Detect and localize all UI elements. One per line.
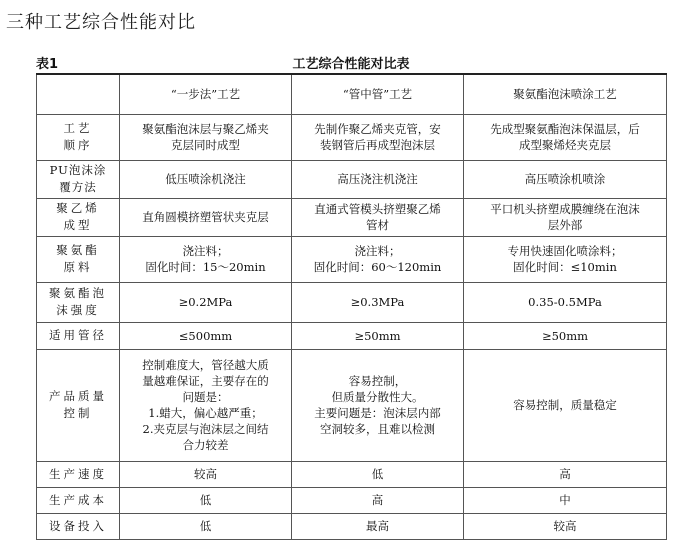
table-cell: 直通式管模头挤塑聚乙烯 管材 bbox=[292, 198, 464, 236]
table-label: 表1 bbox=[36, 57, 59, 72]
table-row bbox=[37, 349, 667, 461]
row-header-process-order: 工艺 顺序 bbox=[37, 114, 120, 160]
row-header-quality-control: 产品质量 控制 bbox=[37, 349, 120, 461]
table-row bbox=[37, 487, 667, 513]
table-row bbox=[37, 236, 667, 282]
table-cell: 先制作聚乙烯夹克管，安 装钢管后再成型泡沫层 bbox=[292, 114, 464, 160]
table-cell: 较高 bbox=[120, 461, 292, 487]
table-cell: 低 bbox=[120, 513, 292, 539]
table-cell: 专用快速固化喷涂料； 固化时间：≤10min bbox=[464, 236, 667, 282]
table-row bbox=[37, 513, 667, 539]
column-header-spray: 聚氨酯泡沫喷涂工艺 bbox=[464, 74, 667, 114]
table-cell: 高压喷涂机喷涂 bbox=[464, 160, 667, 198]
table-cell: 低 bbox=[292, 461, 464, 487]
row-header-equipment-investment: 设备投入 bbox=[37, 513, 120, 539]
table-cell: ≥50mm bbox=[464, 322, 667, 349]
table-cell: 中 bbox=[464, 487, 667, 513]
row-header-foam-strength: 聚氨酯泡 沫强度 bbox=[37, 282, 120, 322]
table-cell: 最高 bbox=[292, 513, 464, 539]
table-cell: 较高 bbox=[464, 513, 667, 539]
table-caption bbox=[36, 53, 666, 73]
table-cell: ≤500mm bbox=[120, 322, 292, 349]
header-corner bbox=[37, 74, 120, 114]
row-header-pu-coating-method: PU泡沫涂 覆方法 bbox=[37, 160, 120, 198]
table-cell: 浇注料； 固化时间：60～120min bbox=[292, 236, 464, 282]
table-cell: ≥50mm bbox=[292, 322, 464, 349]
column-header-one-step: “一步法”工艺 bbox=[120, 74, 292, 114]
table-cell: ≥0.2MPa bbox=[120, 282, 292, 322]
table-row bbox=[37, 322, 667, 349]
table-row bbox=[37, 198, 667, 236]
table-row bbox=[37, 160, 667, 198]
table-row bbox=[37, 282, 667, 322]
table-cell: 低 bbox=[120, 487, 292, 513]
page-title: 三种工艺综合性能对比 bbox=[6, 12, 196, 33]
table-cell: 浇注料； 固化时间：15～20min bbox=[120, 236, 292, 282]
table-cell: 0.35-0.5MPa bbox=[464, 282, 667, 322]
table-title: 工艺综合性能对比表 bbox=[292, 57, 410, 72]
table-cell: 聚氨酯泡沫层与聚乙烯夹 克层同时成型 bbox=[120, 114, 292, 160]
row-header-production-cost: 生产成本 bbox=[37, 487, 120, 513]
table-cell: ≥0.3MPa bbox=[292, 282, 464, 322]
table-cell: 控制难度大，管径越大质 量越难保证，主要存在的 问题是： 1.蜡大，偏心越严重； 2.夹克层与泡沫层之间结 合力较差 bbox=[120, 349, 292, 461]
table-cell: 低压喷涂机浇注 bbox=[120, 160, 292, 198]
table-cell: 高 bbox=[292, 487, 464, 513]
row-header-pipe-diameter: 适用管径 bbox=[37, 322, 120, 349]
comparison-table bbox=[36, 73, 667, 540]
table-cell: 容易控制， 但质量分散性大。 主要问题是：泡沫层内部 空洞较多，且难以检测 bbox=[292, 349, 464, 461]
row-header-production-speed: 生产速度 bbox=[37, 461, 120, 487]
row-header-pu-material: 聚氨酯 原料 bbox=[37, 236, 120, 282]
table-cell: 容易控制，质量稳定 bbox=[464, 349, 667, 461]
table-cell: 先成型聚氨酯泡沫保温层，后 成型聚烯烃夹克层 bbox=[464, 114, 667, 160]
row-header-pe-forming: 聚乙烯 成型 bbox=[37, 198, 120, 236]
table-row bbox=[37, 114, 667, 160]
table-cell: 平口机头挤塑成膜缠绕在泡沫 层外部 bbox=[464, 198, 667, 236]
table-cell: 直角圆模挤塑管状夹克层 bbox=[120, 198, 292, 236]
table-cell: 高压浇注机浇注 bbox=[292, 160, 464, 198]
table-header-row bbox=[37, 74, 667, 114]
table-row bbox=[37, 461, 667, 487]
table-cell: 高 bbox=[464, 461, 667, 487]
column-header-pipe-in-pipe: “管中管”工艺 bbox=[292, 74, 464, 114]
